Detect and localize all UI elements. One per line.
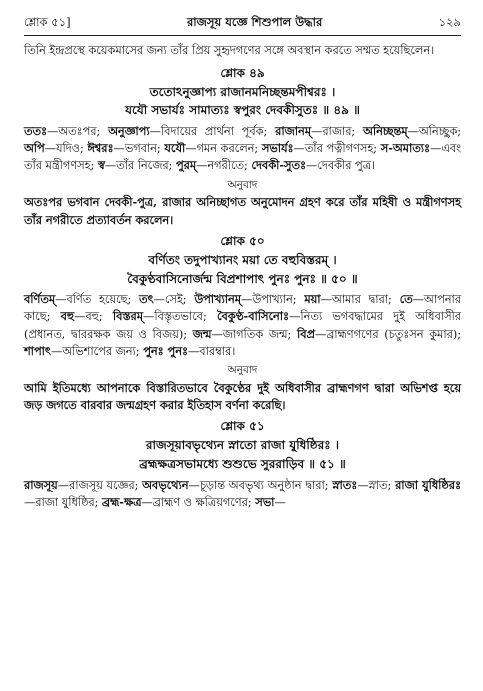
synonym-word: অপি <box>24 141 45 156</box>
synonym-meaning: বিস্তৃতভাবে; <box>154 310 207 324</box>
synonym-meaning: বারম্বার। <box>199 344 236 358</box>
synonym-meaning: যদিও; <box>55 142 84 156</box>
synonym-meaning: বিদায়ের প্রার্থনা পূর্বক; <box>160 125 268 139</box>
page-header <box>24 14 461 36</box>
synonym-word: ততঃ <box>24 124 47 139</box>
synonym-meaning: অভিশাপের জন্য; <box>62 344 140 358</box>
verse-line: ব্রহ্মক্ষত্রসভামধ্যে শুশুভে সুররাড়িব ॥ ৫১ ॥ <box>139 456 346 471</box>
synonym-word: বর্ণিতম্ <box>24 292 56 307</box>
synonym-meaning: রাজার; <box>322 125 356 139</box>
synonym-meaning: রাজসূয় যজ্ঞের; <box>69 478 139 492</box>
synonym-word: দেবকী-সুতঃ <box>251 158 306 173</box>
synonym-word: স-অমাত্যঃ <box>380 141 430 156</box>
verse-heading: শ্লোক ৫১ <box>220 419 265 434</box>
synonym-meaning: উপাখ্যান; <box>252 293 297 307</box>
synonym-meaning: তাঁর নিজের; <box>116 159 173 173</box>
synonym-meaning: চূড়ান্ত অবভৃথ্য অনুষ্ঠান দ্বারা; <box>199 478 329 492</box>
synonym-meaning: এবং তাঁর মন্ত্রীগণসহ; <box>24 142 462 173</box>
verse-50 <box>24 232 461 414</box>
synonyms-paragraph: ততঃ—অতঃপর; অনুজ্ঞাপ্য—বিদায়ের প্রার্থনা পূর্বক; রাজানম্—রাজার; অনিচ্ছন্তম্—অনিচ্ছুক; অপি—যদিও; ঈশ্বরঃ—ভগবান; যযৌ—গমন করলেন; সভার্যঃ—তাঁর পত্নীগণসহ; স-অমাত্যঃ—এবং তাঁর মন্ত্রীগণসহ; স্ব—তাঁর নিজের; পুরম্—নগরীতে; দেবকী-সুতঃ—দেবকীর পুত্র। <box>24 124 462 173</box>
synonym-word: রাজানম্ <box>275 124 312 139</box>
verse-line: যযৌ সভার্যঃ সামাত্যঃ স্বপুরং দেবকীসুতঃ ॥ ৪৯ ॥ <box>125 103 360 118</box>
synonym-word: অনিচ্ছন্তম্ <box>363 124 408 139</box>
synonym-word: বৈকুণ্ঠ-বাসিনোঃ <box>216 309 290 324</box>
synonym-meaning: ব্রাহ্মণ ও ক্ষত্রিয়গণের; <box>152 495 252 509</box>
synonym-word: রাজা যুধিষ্ঠিরঃ <box>395 477 461 492</box>
synonym-word: বিপ্র <box>297 326 315 341</box>
synonym-meaning: ব্রাহ্মণগণের (চতুঃসন কুমার); <box>326 327 462 341</box>
synonym-word: যযৌ <box>164 141 186 156</box>
synonym-meaning: সেই; <box>164 293 187 307</box>
synonym-word: তৎ <box>139 292 154 307</box>
synonym-word: জন্ম <box>192 326 212 341</box>
synonym-word: অবভৃথ্যেন <box>142 477 189 492</box>
synonym-meaning: বর্ণিত হয়েছে; <box>66 293 132 307</box>
synonym-meaning: অতঃপর; <box>58 125 101 139</box>
synonym-meaning: দেবকীর পুত্র। <box>317 159 376 173</box>
synonym-meaning: নিত্য ভগবদ্ধামের দুই অধিবাসীর (প্রধানত, দ্বাররক্ষক জয় ও বিজয়); <box>24 310 461 341</box>
translation-label: অনুবাদ <box>227 363 258 376</box>
intro-paragraph: তিনি ইন্দ্রপ্রস্থে কয়েকমাসের জন্য তাঁর প্রিয় সুহৃদগণের সঙ্গে অবস্থান করতে সম্মত হয়েছিলেন। <box>24 44 435 58</box>
synonyms-paragraph: বর্ণিতম্—বর্ণিত হয়েছে; তৎ—সেই; উপাখ্যানম্—উপাখ্যান; ময়া—আমার দ্বারা; তে—আপনার কাছে; বহু—বহু; বিস্তরম্—বিস্তৃতভাবে; বৈকুণ্ঠ-বাসিনোঃ—নিত্য ভগবদ্ধামের দুই অধিবাসীর (প্রধানত, দ্বাররক্ষক জয় ও বিজয়); জন্ম—জাগতিক জন্ম; বিপ্র—ব্রাহ্মণগণের (চতুঃসন কুমার); শাপাৎ—অভিশাপের জন্য; পুনঃ পুনঃ—বারম্বার। <box>24 292 462 358</box>
synonym-meaning: জাগতিক জন্ম; <box>222 327 292 341</box>
synonym-meaning: আমার দ্বারা; <box>331 293 392 307</box>
synonym-word: সভার্যঃ <box>261 141 294 156</box>
synonym-word: ব্রহ্ম-ক্ষত্র <box>102 494 142 509</box>
verse-51 <box>24 417 461 511</box>
synonym-word: তে <box>399 292 413 307</box>
synonym-word: স্নাতঃ <box>332 477 358 492</box>
synonym-word: পুনঃ পুনঃ <box>143 343 188 358</box>
synonym-word: ঈশ্বরঃ <box>87 141 114 156</box>
synonym-word: সভা <box>255 494 275 509</box>
verse-heading: শ্লোক ৪৯ <box>220 65 265 80</box>
verse-line: বর্ণিতং তদুপাখ্যানং ময়া তে বহুবিস্তরম্ । <box>148 253 337 268</box>
synonym-word: ময়া <box>304 292 321 307</box>
synonym-meaning: নগরীতে; <box>207 159 248 173</box>
synonym-meaning: স্নাত; <box>368 478 392 492</box>
verse-line: রাজসূয়াবভৃথ্যেন স্নাতো রাজা যুধিষ্ঠিরঃ । <box>145 438 340 453</box>
synonym-word: উপাখ্যানম্ <box>194 292 242 307</box>
verse-line: বৈকুণ্ঠবাসিনোর্জন্ম বিপ্রশাপাৎ পুনঃ পুনঃ ॥ ৫০ ॥ <box>127 271 358 286</box>
synonym-word: শাপাৎ <box>24 343 51 358</box>
synonym-word: অনুজ্ঞাপ্য <box>108 124 150 139</box>
synonym-word: রাজসূয় <box>24 477 58 492</box>
synonym-meaning: বহু; <box>85 310 103 324</box>
translation-label: অনুবাদ <box>227 178 258 191</box>
synonym-meaning: রাজা যুধিষ্ঠির; <box>35 495 99 509</box>
synonym-meaning: অনিচ্ছুক; <box>418 125 462 139</box>
synonym-word: বিস্তরম্ <box>112 309 144 324</box>
synonym-meaning: আপনার কাছে; <box>24 293 462 324</box>
synonyms-paragraph: রাজসূয়—রাজসূয় যজ্ঞের; অবভৃথ্যেন—চূড়ান্ত অবভৃথ্য অনুষ্ঠান দ্বারা; স্নাতঃ—স্নাত; রাজা যুধিষ্ঠিরঃ—রাজা যুধিষ্ঠির; ব্রহ্ম-ক্ষত্র—ব্রাহ্মণ ও ক্ষত্রিয়গণের; সভা— <box>24 477 461 509</box>
synonym-word: বহু <box>60 309 75 324</box>
translation-paragraph: অতঃপর ভগবান দেবকী-পুত্র, রাজার অনিচ্ছাগত অনুমোদন গ্রহণ করে তাঁর মহিষী ও মন্ত্রীগণসহ তাঁর নগরীতে প্রত্যাবর্তন করলেন। <box>24 195 461 227</box>
synonym-word: স্ব <box>97 158 105 173</box>
page-number: ১২৯ <box>438 15 461 29</box>
synonym-meaning: ভগবান; <box>124 142 161 156</box>
synonym-meaning: গমন করলেন; <box>196 142 259 156</box>
verse-line: ততোঽনুজ্ঞাপ্য রাজানমনিচ্ছন্তমপীশ্বরঃ । <box>149 84 336 99</box>
header-title: রাজসূয় যজ্ঞে শিশুপাল উদ্ধার <box>186 15 323 29</box>
header-verse-ref: শ্লোক ৫১] <box>24 15 71 29</box>
synonym-meaning: তাঁর পত্নীগণসহ; <box>304 142 378 156</box>
translation-paragraph: আমি ইতিমধ্যে আপনাকে বিস্তারিতভাবে বৈকুণ্ঠের দুই অধিবাসীর ব্রাহ্মণগণ দ্বারা অভিশপ্ত হয়ে জড় জগতে বারবার জন্মগ্রহণ করার ইতিহাস বর্ণনা করেছি। <box>24 380 461 412</box>
synonym-word: পুরম্ <box>175 158 197 173</box>
verse-heading: শ্লোক ৫০ <box>220 233 265 248</box>
verse-49 <box>24 64 461 229</box>
